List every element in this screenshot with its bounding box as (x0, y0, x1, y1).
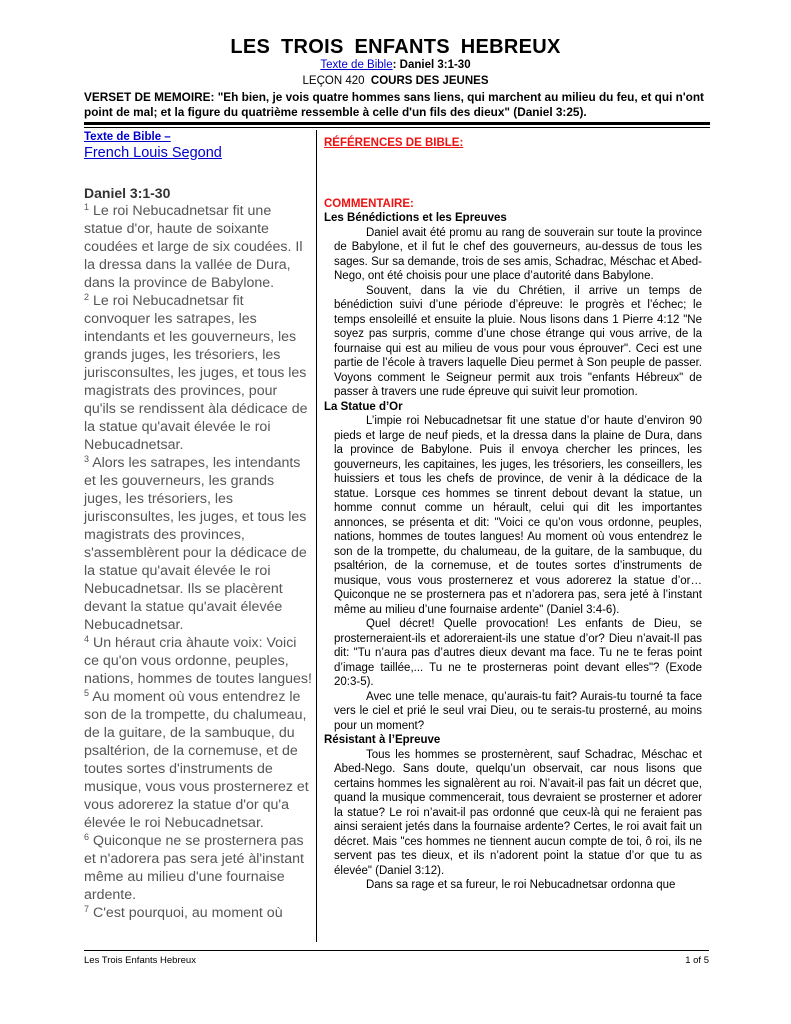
verse-number: 2 (84, 292, 90, 302)
section-heading: La Statue d’Or (324, 400, 403, 413)
verse-number: 4 (84, 634, 90, 644)
bible-text-link[interactable]: Texte de Bible (320, 59, 393, 71)
verse (84, 634, 312, 688)
page-footer (84, 950, 709, 966)
verse-list (84, 202, 312, 922)
passage-heading: Daniel 3:1-30 (84, 185, 171, 201)
verse-number: 1 (84, 202, 90, 212)
header-rule-thin (84, 127, 710, 128)
page-title: LES TROIS ENFANTS HEBREUX (230, 36, 561, 58)
verse (84, 904, 312, 922)
commentary-paragraph: Tous les hommes se prosternèrent, sauf Schadrac, Méschac et Abed-Nego. Sans doute, quelqu’un observait, car nous lisons que certains hommes les signalèrent au roi. N’avait-il pas fait un décret que, quand la musique commencerait, tous devraient se prosterner et adorer la statue? Le roi n’avait-il pas ordonné que ceux-là qui ne feraient pas ainsi seraient jetés dans la fournaise ardente? Certes, le roi avait fait un décret. Mais "ces hommes ne tiennent aucun compte de toi, ô roi, ils ne servent pas tes dieux, et ils n’adorent point la statue d’or que tu as élevée" (Daniel 3:12). (334, 748, 702, 877)
commentary-sections (324, 211, 702, 893)
verse-text: Le roi Nebucadnetsar fit une statue d'or, haute de soixante coudées et large de six coudées. Il la dressa dans la vallée de Dura, dans la province de Babylone. (84, 203, 303, 291)
verse (84, 454, 312, 634)
verse-number: 3 (84, 454, 90, 464)
verse-number: 6 (84, 832, 90, 842)
commentary-column (324, 130, 702, 893)
verse-text: Le roi Nebucadnetsar fit convoquer les satrapes, les intendants et les gouverneurs, les grands juges, les trésoriers, les jurisconsultes, les juges, et tous les magistrats des provinces, pour qu'ils se rendissent àla dédicace de la statue qu'avait élevée le roi Nebucadnetsar. (84, 293, 308, 453)
verse-number: 7 (84, 904, 90, 914)
commentary-paragraph: L’impie roi Nebucadnetsar fit une statue d’or haute d’environ 90 pieds et large de neuf pieds, et la dressa dans la plaine de Dura, dans la province de Babylone. Puis il envoya chercher les princes, les gouverneurs, les capitaines, les juges, les trésoriers, les conseillers, les huissiers et tous les chefs de province, de venir à la dédicace de la statue. Lorsque ces hommes se tinrent debout devant la statue, un homme connut comme un hérault, celui qui dit les importantes annonces, se présenta et dit: "Voici ce qu’on vous ordonne, peuples, nations, hommes de toutes langues! Au moment où vous entendrez le son de la trompette, du chalumeau, de la guitare, de la sambuque, du psaltérion, de la cornemuse, et de toutes sortes d’instruments de musique, vous vous prosternerez et vous adorerez la statue d’or… Quiconque ne se prosternera pas et n’adorera pas, sera jeté à l’instant même au milieu d’une fournaise ardente" (Daniel 3:4-6). (334, 415, 702, 616)
lesson-number: LEÇON 420 (302, 75, 365, 87)
verse-text: Un héraut cria àhaute voix: Voici ce qu'on vous ordonne, peuples, nations, hommes de toutes langues! (84, 635, 312, 687)
bible-text-label[interactable]: Texte de Bible – (84, 131, 171, 143)
verse (84, 202, 312, 292)
footer-title: Les Trois Enfants Hebreux (84, 955, 196, 966)
scripture-reference-text: : Daniel 3:1-30 (392, 59, 471, 71)
verse-number: 5 (84, 688, 90, 698)
verse-text: Alors les satrapes, les intendants et les gouverneurs, les grands juges, les trésoriers, les jurisconsultes, les juges, et tous les magistrats des provinces, s'assemblèrent pour la dédicace de la statue qu'avait élevée le roi Nebucadnetsar. Ils se placèrent devant la statue qu'avait élevée Nebucadnetsar. (84, 455, 307, 633)
commentary-paragraph: Souvent, dans la vie du Chrétien, il arrive un temps de bénédiction suivi d’une période d’épreuve: le progrès et l’échec; le temps ensoleillé et ensuite la pluie. Nous lisons dans 1 Pierre 4:12 "Ne soyez pas surpris, comme d’une chose étrange qui vous arrive, de la fournaise qui est au milieu de vous pour vous éprouver". Ceci est une partie de l’école à travers laquelle Dieu permet à Son peuple de passer. Voyons comment le Seigneur permit aux trois "enfants Hébreux" de passer à travers une rude épreuve qui suivit leur promotion. (334, 284, 702, 398)
verse (84, 688, 312, 832)
bible-text-column (84, 130, 312, 922)
course-name: COURS DES JEUNES (370, 75, 489, 87)
commentary-paragraph: Avec une telle menace, qu’aurais-tu fait? Aurais-tu tourné ta face vers le ciel et prié le seul vrai Dieu, ou te serais-tu prosterné, au moins pour un moment? (334, 690, 702, 732)
commentary-heading: COMMENTAIRE: (324, 197, 414, 210)
column-divider (316, 130, 317, 942)
verse-text: Au moment où vous entendrez le son de la trompette, du chalumeau, de la guitare, de la sambuque, du psaltérion, de la cornemuse, et de toutes sortes d'instruments de musique, vous vous prosternerez et vous adorerez la statue d'or qu'a élevée le roi Nebucadnetsar. (84, 689, 309, 831)
memory-verse: VERSET DE MEMOIRE: "Eh bien, je vois quatre hommes sans liens, qui marchent au milieu du feu, et qui n'ont point de mal; et la figure du quatrième ressemble à celle d'un fils des dieux" (Daniel 3:25). (84, 90, 704, 119)
verse-text: Quiconque ne se prosternera pas et n'adorera pas sera jeté àl'instant même au milieu d'une fournaise ardente. (84, 833, 304, 903)
commentary-paragraph: Quel décret! Quelle provocation! Les enfants de Dieu, se prosterneraient-ils et adoreraient-ils une statue d’or? Dieu n’avait-Il pas dit: "Tu n’aura pas d’autres dieux devant ma face. Tu ne te feras point d’image taillée,... Tu ne te prosterneras point devant elles"? (Exode 20:3-5). (334, 618, 702, 688)
section-heading: Résistant à l’Epreuve (324, 734, 441, 746)
lesson-line (0, 75, 791, 87)
section-heading: Les Bénédictions et les Epreuves (324, 212, 507, 224)
verse (84, 292, 312, 454)
commentary-paragraph: Dans sa rage et sa fureur, le roi Nebucadnetsar ordonna que (366, 879, 676, 891)
verse-text: C'est pourquoi, au moment où (92, 905, 283, 921)
scripture-reference (0, 59, 791, 71)
verse (84, 832, 312, 904)
header-rule-thick (84, 122, 710, 125)
commentary-paragraph: Daniel avait été promu au rang de souverain sur toute la province de Babylone, et il fut le chef des gouverneurs, au-dessus de tous les sages. Sur sa demande, trois de ses amis, Schadrac, Méschac et Abed-Nego, ont été choisis pour une place d’autorité dans Babylone. (334, 226, 702, 282)
page-number: 1 of 5 (685, 955, 709, 966)
bible-references-heading: RÉFÉRENCES DE BIBLE: (324, 137, 464, 149)
bible-version-link[interactable]: French Louis Segond (84, 145, 222, 161)
